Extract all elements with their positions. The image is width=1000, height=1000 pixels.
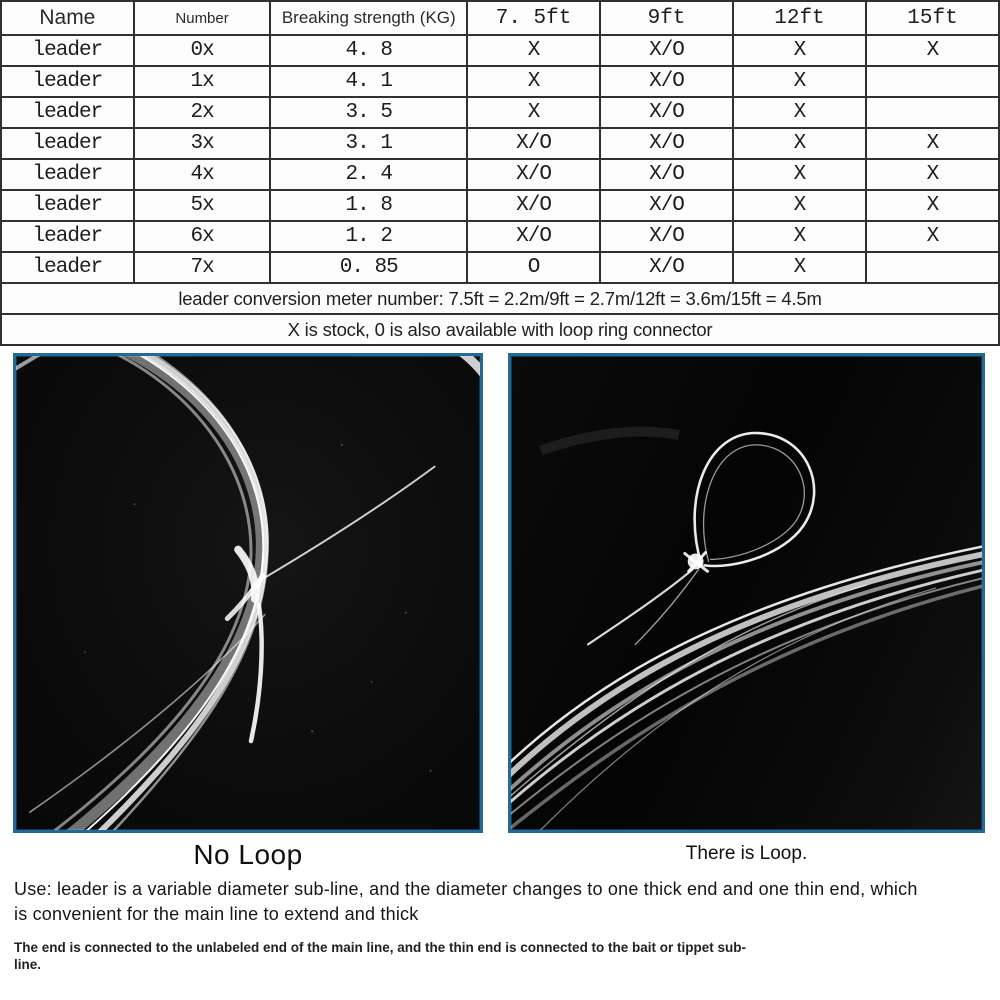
use-line-2: is convenient for the main line to extend and thick bbox=[14, 903, 419, 924]
cell-number: 4x bbox=[134, 159, 271, 190]
cell-7-5ft: X/O bbox=[467, 190, 600, 221]
cell-name: leader bbox=[1, 252, 134, 283]
fishing-line-no-loop-illustration bbox=[16, 356, 480, 830]
cell-7-5ft: X bbox=[467, 66, 600, 97]
conversion-note: leader conversion meter number: 7.5ft = 2.2m/9ft = 2.7m/12ft = 3.6m/15ft = 4.5m bbox=[1, 283, 999, 314]
cell-name: leader bbox=[1, 35, 134, 66]
cell-name: leader bbox=[1, 190, 134, 221]
cell-number: 6x bbox=[134, 221, 271, 252]
cell-12ft: X bbox=[733, 252, 866, 283]
cell-name: leader bbox=[1, 221, 134, 252]
table-row bbox=[1, 252, 999, 283]
cell-number: 1x bbox=[134, 66, 271, 97]
caption-with-loop: There is Loop. bbox=[685, 843, 808, 864]
cell-strength: 4. 1 bbox=[270, 66, 467, 97]
cell-15ft bbox=[866, 97, 999, 128]
cell-number: 0x bbox=[134, 35, 271, 66]
cell-15ft: X bbox=[866, 159, 999, 190]
table-header-row bbox=[1, 1, 999, 35]
fishing-line-with-loop-illustration bbox=[511, 356, 982, 830]
cell-9ft: X/O bbox=[600, 221, 733, 252]
cell-12ft: X bbox=[733, 190, 866, 221]
table-row bbox=[1, 221, 999, 252]
cell-7-5ft: X bbox=[467, 35, 600, 66]
connect-line-1: The end is connected to the unlabeled end of the main line, and the thin end is connected to the bait or tippet sub- bbox=[14, 939, 747, 955]
cell-9ft: X/O bbox=[600, 128, 733, 159]
cell-15ft bbox=[866, 66, 999, 97]
cell-name: leader bbox=[1, 128, 134, 159]
table-row bbox=[1, 159, 999, 190]
cell-strength: 1. 8 bbox=[270, 190, 467, 221]
cell-12ft: X bbox=[733, 159, 866, 190]
col-header-number: Number bbox=[134, 1, 271, 35]
cell-9ft: X/O bbox=[600, 190, 733, 221]
caption-no-loop: No Loop bbox=[193, 839, 303, 870]
col-header-breaking-strength: Breaking strength (KG) bbox=[270, 1, 467, 35]
photo-strip bbox=[13, 353, 985, 833]
connection-description bbox=[14, 939, 794, 975]
cell-7-5ft: X bbox=[467, 97, 600, 128]
cell-9ft: X/O bbox=[600, 35, 733, 66]
cell-12ft: X bbox=[733, 66, 866, 97]
cell-strength: 1. 2 bbox=[270, 221, 467, 252]
cell-7-5ft: X/O bbox=[467, 159, 600, 190]
cell-strength: 3. 5 bbox=[270, 97, 467, 128]
cell-7-5ft: O bbox=[467, 252, 600, 283]
cell-strength: 2. 4 bbox=[270, 159, 467, 190]
table-row bbox=[1, 190, 999, 221]
photo-no-loop bbox=[13, 353, 483, 833]
cell-strength: 3. 1 bbox=[270, 128, 467, 159]
cell-strength: 0. 85 bbox=[270, 252, 467, 283]
cell-number: 5x bbox=[134, 190, 271, 221]
connect-line-2: line. bbox=[14, 957, 42, 973]
cell-15ft: X bbox=[866, 221, 999, 252]
cell-15ft: X bbox=[866, 190, 999, 221]
col-header-9ft: 9ft bbox=[600, 1, 733, 35]
cell-15ft: X bbox=[866, 35, 999, 66]
cell-12ft: X bbox=[733, 128, 866, 159]
cell-name: leader bbox=[1, 66, 134, 97]
col-header-name: Name bbox=[1, 1, 134, 35]
caption-strip bbox=[13, 833, 985, 871]
conversion-note-row bbox=[1, 283, 999, 314]
use-line-1: Use: leader is a variable diameter sub-line, and the diameter changes to one thick end and one thin end, which bbox=[14, 879, 918, 899]
cell-number: 7x bbox=[134, 252, 271, 283]
cell-7-5ft: X/O bbox=[467, 128, 600, 159]
cell-7-5ft: X/O bbox=[467, 221, 600, 252]
cell-number: 3x bbox=[134, 128, 271, 159]
table-row bbox=[1, 66, 999, 97]
use-description bbox=[14, 877, 986, 927]
cell-strength: 4. 8 bbox=[270, 35, 467, 66]
cell-15ft bbox=[866, 252, 999, 283]
cell-name: leader bbox=[1, 97, 134, 128]
table-row bbox=[1, 128, 999, 159]
col-header-12ft: 12ft bbox=[733, 1, 866, 35]
stock-note-row bbox=[1, 314, 999, 345]
cell-9ft: X/O bbox=[600, 66, 733, 97]
cell-9ft: X/O bbox=[600, 159, 733, 190]
table-row bbox=[1, 35, 999, 66]
cell-name: leader bbox=[1, 159, 134, 190]
col-header-7-5ft: 7. 5ft bbox=[467, 1, 600, 35]
cell-12ft: X bbox=[733, 221, 866, 252]
photo-with-loop bbox=[508, 353, 985, 833]
cell-12ft: X bbox=[733, 97, 866, 128]
table-row bbox=[1, 97, 999, 128]
cell-number: 2x bbox=[134, 97, 271, 128]
stock-note: X is stock, 0 is also available with loop ring connector bbox=[1, 314, 999, 345]
cell-15ft: X bbox=[866, 128, 999, 159]
cell-9ft: X/O bbox=[600, 252, 733, 283]
cell-12ft: X bbox=[733, 35, 866, 66]
leader-spec-table bbox=[0, 0, 1000, 346]
cell-9ft: X/O bbox=[600, 97, 733, 128]
col-header-15ft: 15ft bbox=[866, 1, 999, 35]
